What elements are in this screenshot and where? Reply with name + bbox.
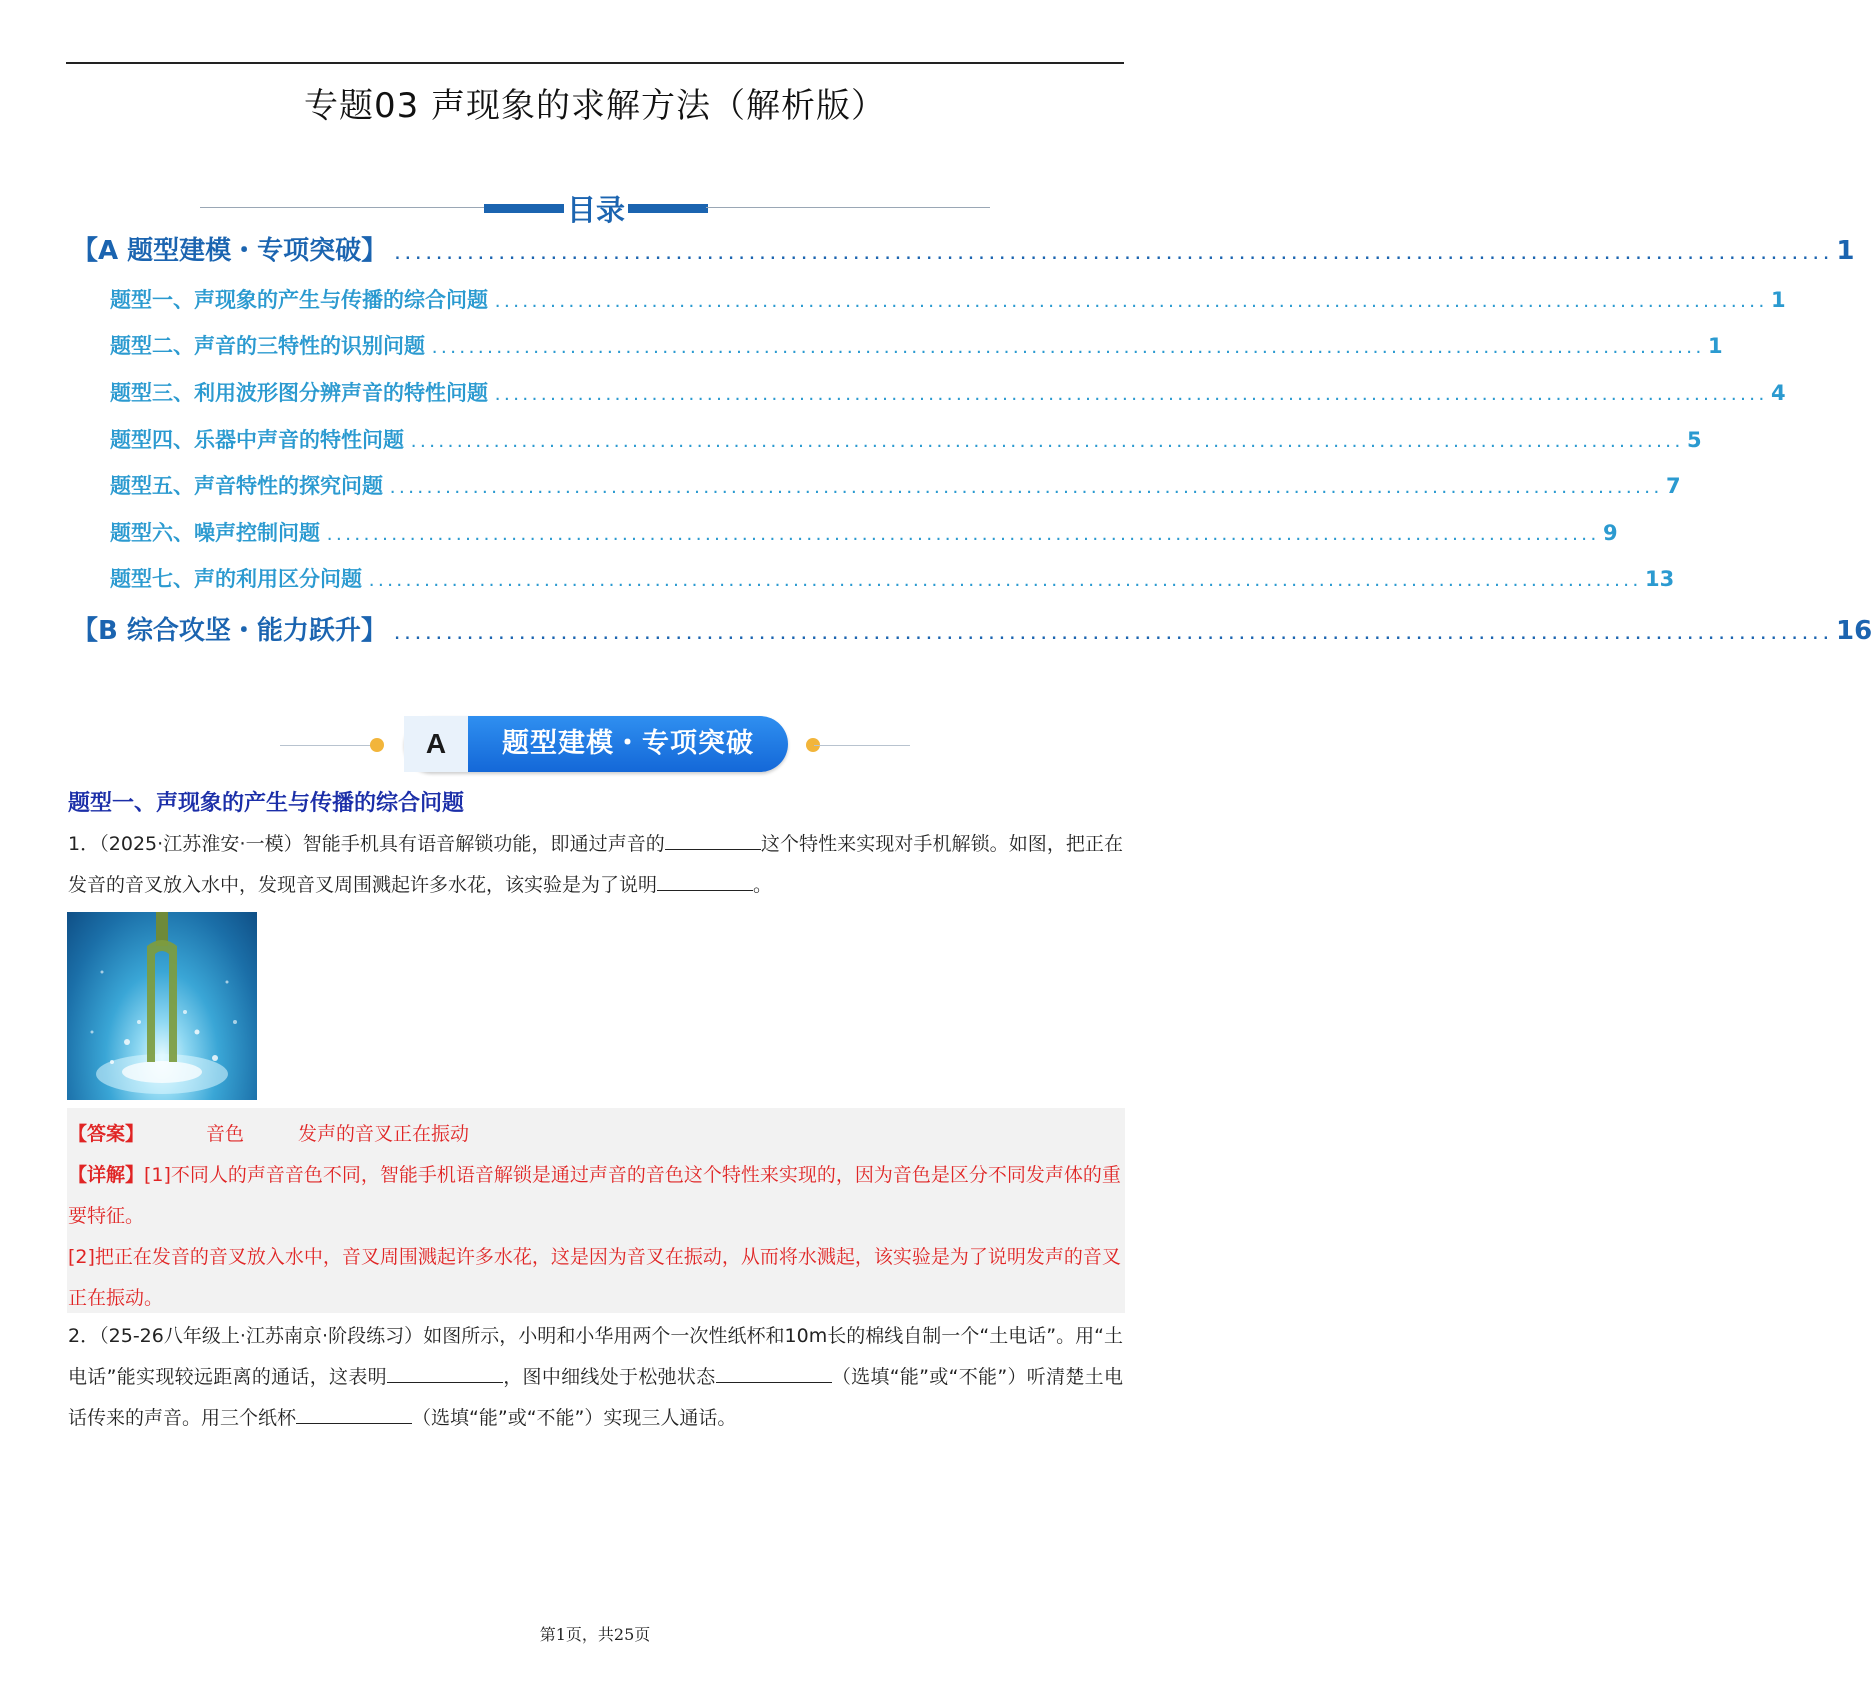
toc-entry-page: 7 xyxy=(1666,474,1681,498)
toc-entry-page: 4 xyxy=(1771,381,1786,405)
question-text: 智能手机具有语音解锁功能，即通过声音的 xyxy=(302,833,665,855)
toc-entry-label: 题型一、声现象的产生与传播的综合问题 xyxy=(110,288,488,312)
banner-letter: A xyxy=(404,716,468,772)
toc-bar-left xyxy=(484,204,564,213)
toc-entry-label: 【A 题型建模・专项突破】 xyxy=(72,236,388,266)
question-text: （选填“能”或“不能”）实现三人通话。 xyxy=(412,1407,737,1429)
answer-blank[interactable] xyxy=(716,1362,832,1383)
header-rule xyxy=(66,62,1124,64)
toc-leader-dots: .......................................................................................................................................... xyxy=(393,247,1833,263)
toc-entry-page: 5 xyxy=(1687,428,1702,452)
toc-leader-dots: .......................................................................................................................................... xyxy=(368,575,1641,589)
section-banner xyxy=(280,716,910,774)
answer-line xyxy=(68,1114,1123,1155)
banner-line-right xyxy=(814,745,910,746)
toc-entry-page: 13 xyxy=(1645,567,1675,591)
toc-leader-dots: .......................................................................................................................................... xyxy=(392,627,1833,643)
toc-entry-b[interactable] xyxy=(72,610,1872,647)
question-number: 2． xyxy=(68,1325,100,1347)
tuning-fork-image xyxy=(67,912,257,1100)
answer-blank[interactable] xyxy=(657,870,753,891)
toc-entry-type-1[interactable] xyxy=(110,284,1786,314)
toc-entry-label: 【B 综合攻坚・能力跃升】 xyxy=(72,616,387,646)
answer-label: 【答案】 xyxy=(68,1123,145,1145)
toc-leader-dots: .......................................................................................................................................... xyxy=(431,342,1704,356)
answer-detail-1 xyxy=(68,1155,1123,1237)
toc-entry-type-3[interactable] xyxy=(110,377,1786,407)
answer-blank[interactable] xyxy=(665,829,761,850)
banner-pill xyxy=(404,716,788,772)
document-title: 专题03 声现象的求解方法（解析版） xyxy=(303,86,887,126)
toc-entry-page: 16 xyxy=(1836,616,1872,646)
toc-entry-label: 题型七、声的利用区分问题 xyxy=(110,567,362,591)
toc-entry-type-5[interactable] xyxy=(110,470,1681,500)
question-text: （选填“能”或“不能”）听清楚土电话传来的声音。用三个纸杯 xyxy=(68,1366,1123,1429)
question-text: 如图所示，小明和小华用两个一次性纸杯和10m长的棉线自制一个“土电话”。用“土电话”能实现较远距离的通话，这表明 xyxy=(68,1325,1124,1388)
banner-line-left xyxy=(280,745,376,746)
answer-value-2: 发声的音叉正在振动 xyxy=(298,1123,470,1145)
banner-title: 题型建模・专项突破 xyxy=(502,728,754,759)
toc-entry-page: 9 xyxy=(1603,521,1618,545)
toc-leader-dots: .......................................................................................................................................... xyxy=(389,482,1662,496)
toc-entry-type-2[interactable] xyxy=(110,330,1723,360)
detail-text: [1]不同人的声音音色不同，智能手机语音解锁是通过声音的音色这个特性来实现的，因为音色是区分不同发声体的重要特征。 xyxy=(68,1164,1121,1227)
question-1 xyxy=(68,824,1123,906)
toc-leader-dots: .......................................................................................................................................... xyxy=(494,389,1767,403)
section-heading: 题型一、声现象的产生与传播的综合问题 xyxy=(68,791,465,816)
toc-entry-type-6[interactable] xyxy=(110,517,1618,547)
toc-leader-dots: .......................................................................................................................................... xyxy=(326,529,1599,543)
toc-heading-label: 目录 xyxy=(566,193,625,227)
question-text: 。 xyxy=(753,874,773,896)
question-2 xyxy=(68,1316,1123,1439)
toc-entry-label: 题型三、利用波形图分辨声音的特性问题 xyxy=(110,381,488,405)
toc-entry-type-7[interactable] xyxy=(110,563,1675,593)
page-footer: 第1页，共25页 xyxy=(539,1625,651,1644)
toc-divider-right xyxy=(706,207,990,208)
banner-dot-left xyxy=(370,738,384,752)
toc-entry-label: 题型四、乐器中声音的特性问题 xyxy=(110,428,404,452)
toc-bar-right xyxy=(628,204,708,213)
question-text: 这个特性来实现对手机解锁。如图，把正在发音的音叉放入水中，发现音叉周围溅起许多水花，该实验是为了说明 xyxy=(68,833,1123,896)
toc-entry-a[interactable] xyxy=(72,230,1855,267)
question-source: （25-26八年级上·江苏南京·阶段练习） xyxy=(99,1325,424,1347)
toc-entry-type-4[interactable] xyxy=(110,424,1702,454)
toc-entry-page: 1 xyxy=(1771,288,1786,312)
answer-detail-2: [2]把正在发音的音叉放入水中，音叉周围溅起许多水花，这是因为音叉在振动，从而将水溅起，该实验是为了说明发声的音叉正在振动。 xyxy=(68,1246,1121,1309)
toc-entry-label: 题型五、声音特性的探究问题 xyxy=(110,474,383,498)
toc-leader-dots: .......................................................................................................................................... xyxy=(410,436,1683,450)
question-text: ，图中细线处于松弛状态 xyxy=(502,1366,716,1388)
detail-label: 【详解】 xyxy=(68,1164,145,1186)
toc-entry-page: 1 xyxy=(1836,236,1855,266)
toc-heading xyxy=(200,188,990,227)
tuning-fork-illustration xyxy=(67,912,257,1100)
toc-entry-label: 题型二、声音的三特性的识别问题 xyxy=(110,334,425,358)
question-number: 1． xyxy=(68,833,100,855)
answer-blank[interactable] xyxy=(387,1362,503,1383)
toc-entry-label: 题型六、噪声控制问题 xyxy=(110,521,320,545)
answer-value-1: 音色 xyxy=(206,1123,245,1145)
answer-blank[interactable] xyxy=(296,1403,412,1424)
toc-leader-dots: .......................................................................................................................................... xyxy=(494,296,1767,310)
question-source: （2025·江苏淮安·一模） xyxy=(99,833,303,855)
toc-entry-page: 1 xyxy=(1708,334,1723,358)
toc-divider-left xyxy=(200,207,484,208)
